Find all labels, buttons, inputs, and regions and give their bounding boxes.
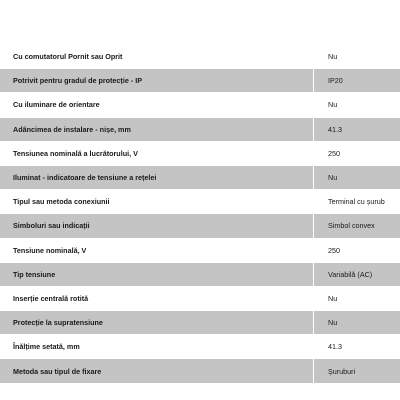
spec-value: Nu — [314, 286, 400, 310]
spec-value: 41.3 — [314, 335, 400, 359]
spec-value: 250 — [314, 238, 400, 262]
table-row — [0, 286, 400, 310]
spec-label: Potrivit pentru gradul de protecție - IP — [0, 69, 314, 93]
spec-label: Tensiunea nominală a lucrătorului, V — [0, 141, 314, 165]
table-row — [0, 335, 400, 359]
spec-value: Șuruburi — [314, 359, 400, 383]
spec-value: Nu — [314, 165, 400, 189]
table-row — [0, 45, 400, 69]
spec-value: Simbol convex — [314, 214, 400, 238]
table-row — [0, 311, 400, 335]
spec-label: Înălțime setată, mm — [0, 335, 314, 359]
spec-label: Cu comutatorul Pornit sau Oprit — [0, 45, 314, 69]
table-row — [0, 190, 400, 214]
table-row — [0, 165, 400, 189]
spec-label: Tipul sau metoda conexiunii — [0, 190, 314, 214]
table-row — [0, 214, 400, 238]
spec-value: Nu — [314, 311, 400, 335]
spec-value: Nu — [314, 45, 400, 69]
spec-label: Tensiune nominală, V — [0, 238, 314, 262]
spec-value: 250 — [314, 141, 400, 165]
specifications-table — [0, 45, 400, 384]
table-row — [0, 359, 400, 383]
spec-label: Adâncimea de instalare - nișe, mm — [0, 117, 314, 141]
specifications-table-body — [0, 45, 400, 383]
table-row — [0, 93, 400, 117]
spec-label: Protecție la supratensiune — [0, 311, 314, 335]
table-row — [0, 69, 400, 93]
spec-label: Simboluri sau indicații — [0, 214, 314, 238]
spec-value: Variabilă (AC) — [314, 262, 400, 286]
table-row — [0, 238, 400, 262]
spec-label: Inserție centrală rotită — [0, 286, 314, 310]
spec-label: Metoda sau tipul de fixare — [0, 359, 314, 383]
spec-value: Terminal cu șurub — [314, 190, 400, 214]
spec-label: Tip tensiune — [0, 262, 314, 286]
table-row — [0, 141, 400, 165]
spec-label: Iluminat - indicatoare de tensiune a rețelei — [0, 165, 314, 189]
spec-value: 41.3 — [314, 117, 400, 141]
spec-value: Nu — [314, 93, 400, 117]
spec-label: Cu iluminare de orientare — [0, 93, 314, 117]
table-row — [0, 262, 400, 286]
spec-value: IP20 — [314, 69, 400, 93]
table-row — [0, 117, 400, 141]
